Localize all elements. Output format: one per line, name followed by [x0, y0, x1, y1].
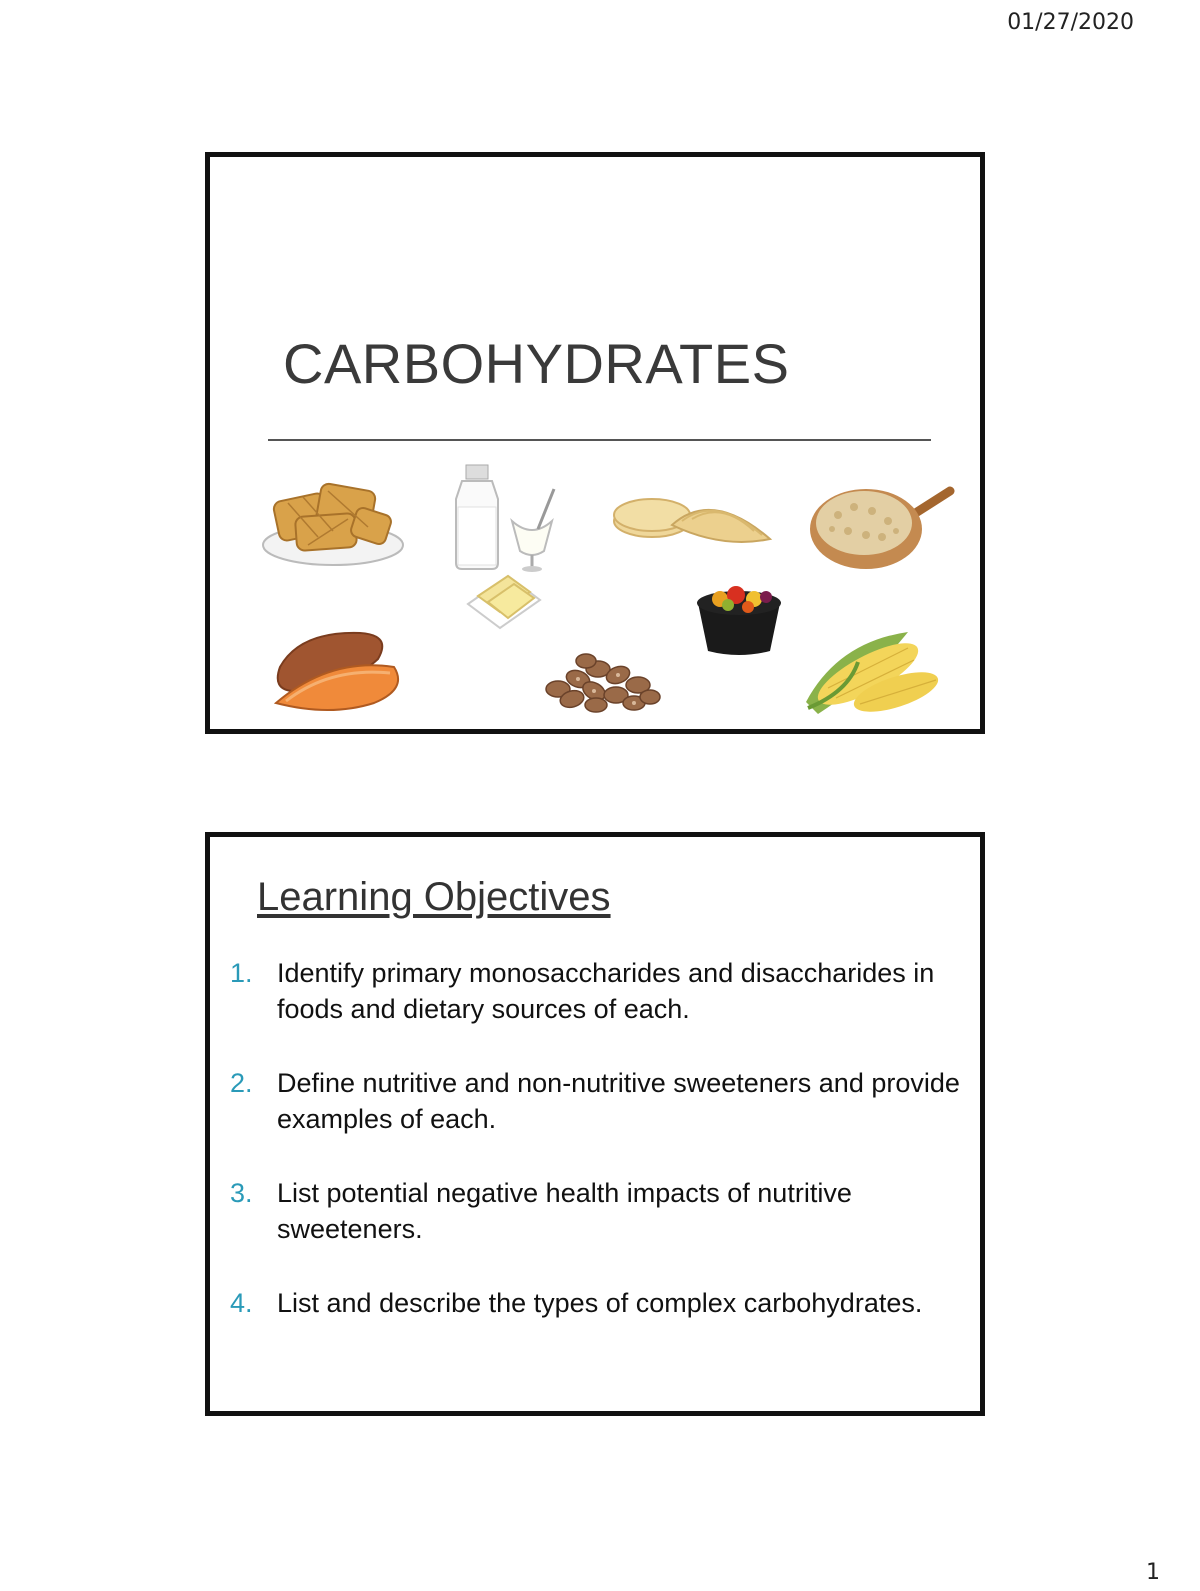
page-number: 1 — [1146, 1560, 1160, 1585]
list-item-text: Identify primary monosaccharides and disaccharides in foods and dietary sources of each. — [277, 958, 935, 1024]
list-item-text: List potential negative health impacts of nutritive sweeteners. — [277, 1178, 852, 1244]
list-item — [230, 1285, 960, 1321]
list-item — [230, 955, 960, 1027]
list-item-text: Define nutritive and non-nutritive sweeteners and provide examples of each. — [277, 1068, 960, 1134]
print-date: 01/27/2020 — [1007, 10, 1134, 35]
milk-yogurt-image — [450, 459, 565, 579]
list-item-number: 2. — [230, 1068, 253, 1098]
slide-title — [205, 152, 985, 734]
list-item-text: List and describe the types of complex carbohydrates. — [277, 1288, 923, 1318]
fruit-cup-image — [692, 579, 787, 659]
title-divider — [268, 439, 931, 441]
slide-objectives — [205, 832, 985, 1416]
list-item-number: 1. — [230, 958, 253, 988]
cheese-image — [460, 562, 545, 632]
corn-image — [798, 622, 948, 722]
slide-title-text: CARBOHYDRATES — [283, 332, 790, 395]
sweet-potato-image — [270, 627, 410, 717]
tortillas-image — [612, 485, 777, 555]
objectives-list — [230, 955, 960, 1359]
beans-image — [538, 645, 668, 715]
list-item-number: 4. — [230, 1288, 253, 1318]
waffle-fries-image — [258, 467, 408, 572]
list-item-number: 3. — [230, 1178, 253, 1208]
oats-spoon-image — [808, 479, 956, 571]
list-item — [230, 1175, 960, 1247]
list-item — [230, 1065, 960, 1137]
objectives-title: Learning Objectives — [257, 875, 611, 919]
